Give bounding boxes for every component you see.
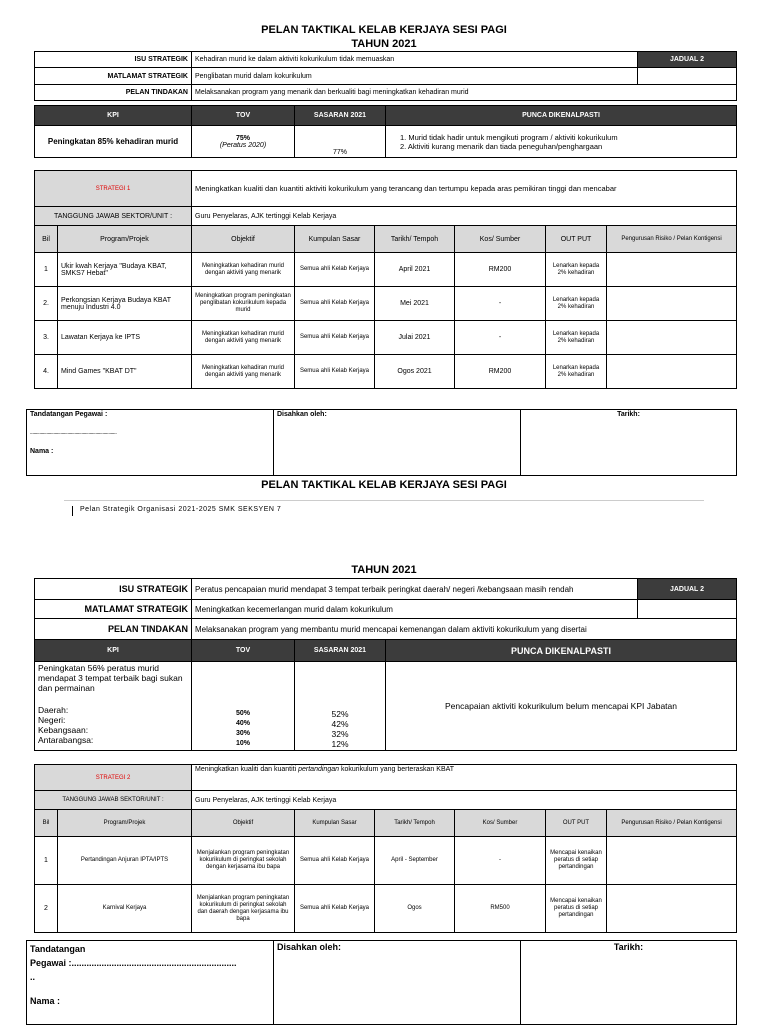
doc2-punca-value: Pencapaian aktiviti kokurikulum belum mencapai KPI Jabatan [386, 662, 737, 751]
pelan-value: Melaksanakan program yang menarik dan berkualiti bagi meningkatkan kehadiran murid [192, 85, 737, 101]
col2-bil: Bil [35, 810, 58, 837]
col2-objektif: Objektif [192, 810, 295, 837]
level-kebangsaan: Kebangsaan: [38, 725, 89, 735]
row-kumpulan: Semua ahli Kelab Kerjaya [295, 355, 375, 389]
doc1-signature-table [26, 409, 737, 476]
footer-note: Pelan Strategik Organisasi 2021-2025 SMK SEKSYEN 7 [80, 506, 282, 513]
doc2-year: TAHUN 2021 [351, 564, 417, 576]
pelan-label: PELAN TINDAKAN [35, 85, 192, 101]
row-program: Mind Games "KBAT DT" [58, 355, 192, 389]
doc2-pelan-label: PELAN TINDAKAN [35, 619, 192, 640]
row-kumpulan: Semua ahli Kelab Kerjaya [295, 287, 375, 321]
strategi2-text-em: pertandingan [298, 766, 339, 773]
row-kumpulan: Semua ahli Kelab Kerjaya [295, 321, 375, 355]
strategi2-text [192, 765, 737, 791]
tanggung-jawab-value: Guru Penyelaras, AJK tertinggi Kelab Kerjaya [192, 207, 737, 226]
sig-pegawai-label: Tandatangan Pegawai : [30, 411, 108, 418]
sig-disahkan-label: Disahkan oleh: [274, 410, 521, 476]
row-objektif: Meningkatkan kehadiran murid dengan aktiviti yang menarik [192, 355, 295, 389]
row-output: Lenarkan kepada 2% kehadiran [546, 321, 607, 355]
row-program: Pertandingan Anjuran IPTA/IPTS [58, 837, 192, 885]
row-kos: RM500 [455, 885, 546, 933]
row-program: Lawatan Kerjaya ke IPTS [58, 321, 192, 355]
tov-value: 75% [235, 134, 250, 142]
level-daerah: Daerah: [38, 705, 69, 715]
col-kos: Kos/ Sumber [455, 226, 546, 253]
tanggung-jawab-label: TANGGUNG JAWAB SEKTOR/UNIT : [35, 207, 192, 226]
row-kos: - [455, 321, 546, 355]
col-tarikh: Tarikh/ Tempoh [375, 226, 455, 253]
sasaran-kebangsaan: 32% [331, 729, 349, 739]
level-negeri: Negeri: [38, 715, 66, 725]
isu-value: Kehadiran murid ke dalam aktiviti kokurikulum tidak memuaskan [192, 52, 638, 68]
row-output: Lenarkan kepada 2% kehadiran [546, 287, 607, 321]
doc2-kpi-header: KPI [35, 640, 192, 662]
sasaran-header: SASARAN 2021 [295, 106, 386, 126]
doc2-jadual-label: JADUAL 2 [638, 579, 737, 600]
doc2-matlamat-value: Meningkatkan kecemerlangan murid dalam kokurikulum [192, 600, 638, 619]
doc2-isu-label: ISU STRATEGIK [35, 579, 192, 600]
sig2-pegawai-label: Tandatangan [30, 944, 86, 954]
row-bil: 3. [35, 321, 58, 355]
table-row [35, 885, 737, 933]
row-tarikh: Julai 2021 [375, 321, 455, 355]
matlamat-value: Penglibatan murid dalam kokurikulum [192, 68, 638, 85]
table-row [35, 287, 737, 321]
row-output: Mencapai kenaikan peratus di setiap pertandingan [546, 837, 607, 885]
jadual-label: JADUAL 2 [638, 52, 737, 68]
row-objektif: Menjalankan program peningkatan kokurikulum di peringkat sekolah dan daerah dengan kerjasama ibu bapa [192, 885, 295, 933]
row-tarikh: April - September [375, 837, 455, 885]
level-antarabangsa: Antarabangsa: [38, 735, 94, 745]
row-kumpulan: Semua ahli Kelab Kerjaya [295, 885, 375, 933]
tov-kebangsaan: 30% [235, 730, 250, 737]
row-kos: - [455, 287, 546, 321]
doc2-punca-header: PUNCA DIKENALPASTI [386, 640, 737, 662]
punca-header: PUNCA DIKENALPASTI [386, 106, 737, 126]
row-objektif: Meningkatkan kehadiran murid dengan aktiviti yang menarik [192, 321, 295, 355]
doc2-strategy-table [34, 764, 737, 933]
row-program: Perkongsian Kerjaya Budaya KBAT menuju Industri 4.0 [58, 287, 192, 321]
col2-tarikh: Tarikh/ Tempoh [375, 810, 455, 837]
strategi-text: Meningkatkan kualiti dan kuantiti aktiviti kokurikulum yang terancang dan tertumpu kepada aras pemikiran tinggi dan mencabar [192, 171, 737, 207]
kpi-value: Peningkatan 85% kehadiran murid [35, 126, 192, 158]
punca-item-1: 1. Murid tidak hadir untuk mengikuti program / aktiviti kokurikulum [400, 132, 618, 142]
doc1-year: TAHUN 2021 [351, 38, 417, 50]
row-output: Lenarkan kepada 2% kehadiran [546, 253, 607, 287]
sasaran-value: 77% [295, 126, 386, 158]
sig-tarikh-label: Tarikh: [521, 410, 737, 476]
row-bil: 1 [35, 253, 58, 287]
col-objektif: Objektif [192, 226, 295, 253]
sig2-dots: .. [30, 972, 36, 982]
col-output: OUT PUT [546, 226, 607, 253]
sasaran-antarabangsa: 12% [331, 739, 349, 749]
sasaran-negeri: 42% [331, 719, 349, 729]
row-program: Ukir kwah Kerjaya "Budaya KBAT, SMKS7 Hebat" [58, 253, 192, 287]
doc2-isu-value: Peratus pencapaian murid mendapat 3 tempat terbaik peringkat daerah/ negeri /kebangsaan masih rendah [192, 579, 638, 600]
row-output: Lenarkan kepada 2% kehadiran [546, 355, 607, 389]
punca-item-2: 2. Aktiviti kurang menarik dan tiada peneguhan/penghargaan [400, 141, 603, 151]
row-objektif: Meningkatkan kehadiran murid dengan aktiviti yang menarik [192, 253, 295, 287]
isu-label: ISU STRATEGIK [35, 52, 192, 68]
sig2-pegawai-dots: Pegawai :.................................................................. [30, 958, 237, 968]
row-bil: 1 [35, 837, 58, 885]
table-row [35, 355, 737, 389]
doc2-sasaran-header: SASARAN 2021 [295, 640, 386, 662]
tov-note: (Peratus 2020) [219, 141, 267, 149]
doc2-kpi-table [34, 639, 737, 751]
row-objektif: Meningkatkan program peningkatan penglibatan kokurikulum kepada murid [192, 287, 295, 321]
table-row [35, 253, 737, 287]
tov-negeri: 40% [235, 720, 250, 727]
doc1-strategy-table [34, 170, 737, 389]
sig2-tarikh-label: Tarikh: [521, 941, 737, 1025]
row-tarikh: Ogos [375, 885, 455, 933]
sig2-disahkan-label: Disahkan oleh: [274, 941, 521, 1025]
row-kumpulan: Semua ahli Kelab Kerjaya [295, 253, 375, 287]
tov-header: TOV [192, 106, 295, 126]
col2-kumpulan: Kumpulan Sasar [295, 810, 375, 837]
row-kos: - [455, 837, 546, 885]
doc1-header-table [34, 51, 737, 101]
col-bil: Bil [35, 226, 58, 253]
sig2-nama-label: Nama : [30, 996, 61, 1006]
doc2-matlamat-label: MATLAMAT STRATEGIK [35, 600, 192, 619]
strategi2-label: STRATEGI 2 [35, 765, 192, 791]
row-kumpulan: Semua ahli Kelab Kerjaya [295, 837, 375, 885]
row-tarikh: April 2021 [375, 253, 455, 287]
tanggung-jawab2-value: Guru Penyelaras, AJK tertinggi Kelab Kerjaya [192, 791, 737, 810]
table-row [35, 837, 737, 885]
sig-dots: .......................................................................... [30, 430, 117, 436]
row-bil: 4. [35, 355, 58, 389]
tov-antarabangsa: 10% [235, 740, 250, 747]
col2-program: Program/Projek [58, 810, 192, 837]
divider [64, 500, 704, 501]
col-risiko: Pengurusan Risiko / Pelan Kontigensi [607, 226, 737, 253]
col2-output: OUT PUT [546, 810, 607, 837]
row-kos: RM200 [455, 355, 546, 389]
doc2-tov-header: TOV [192, 640, 295, 662]
sasaran-daerah: 52% [331, 709, 349, 719]
sig-nama-label: Nama : [30, 448, 54, 455]
doc2-header-table [34, 578, 737, 640]
row-tarikh: Mei 2021 [375, 287, 455, 321]
row-kos: RM200 [455, 253, 546, 287]
doc2-pelan-value: Melaksanakan program yang membantu murid mencapai kemenangan dalam aktiviti kokurikulum yang disertai [192, 619, 737, 640]
col2-risiko: Pengurusan Risiko / Pelan Kontigensi [607, 810, 737, 837]
matlamat-label: MATLAMAT STRATEGIK [35, 68, 192, 85]
row-objektif: Menjalankan program peningkatan kokurikulum di peringkat sekolah dengan kerjasama ibu bapa [192, 837, 295, 885]
doc2-title: PELAN TAKTIKAL KELAB KERJAYA SESI PAGI [261, 479, 507, 491]
strategi2-text-2: kokurikulum yang berteraskan KBAT [339, 766, 455, 773]
doc1-kpi-table [34, 105, 737, 158]
row-program: Karnival Kerjaya [58, 885, 192, 933]
row-bil: 2 [35, 885, 58, 933]
strategi-label: STRATEGI 1 [35, 171, 192, 207]
table-row [35, 321, 737, 355]
doc2-kpi-value: Peningkatan 56% peratus murid mendapat 3 tempat terbaik bagi sukan dan permainan [38, 663, 183, 693]
doc2-signature-table [26, 940, 737, 1025]
row-bil: 2. [35, 287, 58, 321]
col-kumpulan: Kumpulan Sasar [295, 226, 375, 253]
strategi2-text-1: Meningkatkan kualiti dan kuantiti [195, 766, 299, 773]
col2-kos: Kos/ Sumber [455, 810, 546, 837]
tanggung-jawab2-label: TANGGUNG JAWAB SEKTOR/UNIT : [35, 791, 192, 810]
row-tarikh: Ogos 2021 [375, 355, 455, 389]
kpi-header: KPI [35, 106, 192, 126]
col-program: Program/Projek [58, 226, 192, 253]
row-output: Mencapai kenaikan peratus di setiap pertandingan [546, 885, 607, 933]
tov-daerah: 50% [235, 710, 250, 717]
doc1-title: PELAN TAKTIKAL KELAB KERJAYA SESI PAGI [261, 24, 507, 36]
